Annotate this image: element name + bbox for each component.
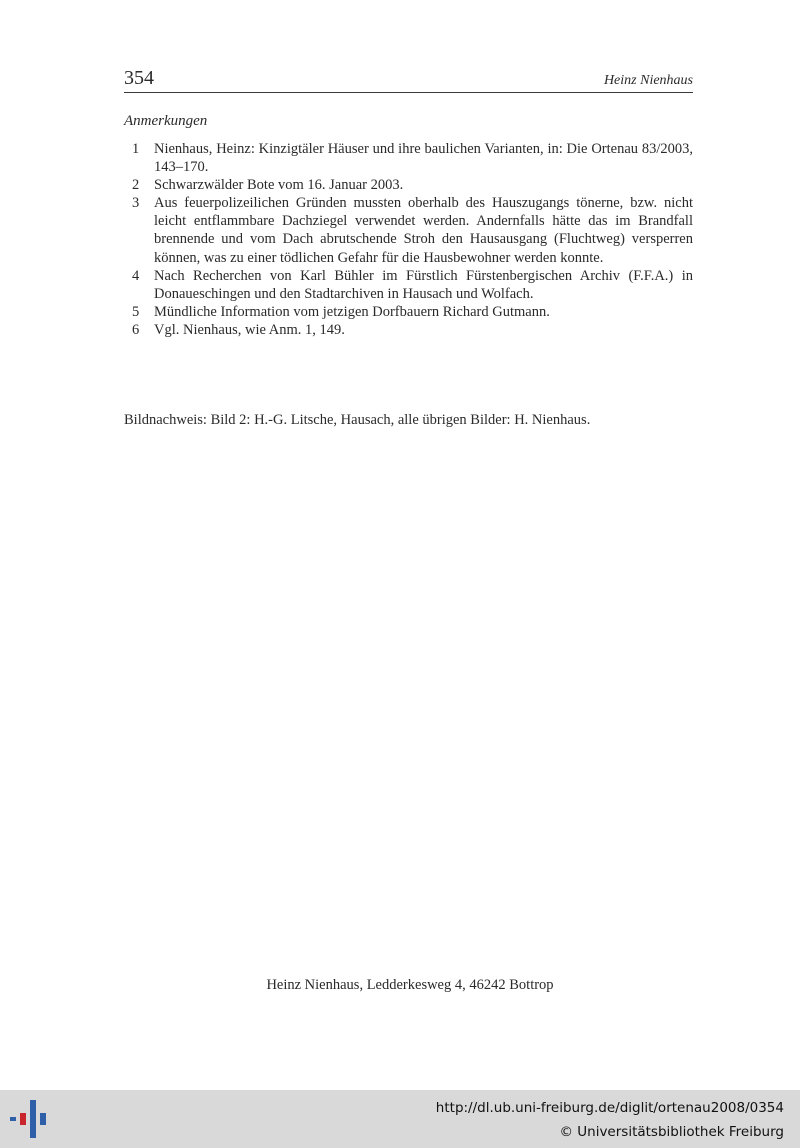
note-text: Nach Recherchen von Karl Bühler im Fürstlich Fürstenbergischen Archiv (F.F.A.) in Donaueschingen und den Stadtarchiven in Hausach und Wolfach.	[154, 267, 693, 302]
note-item	[124, 321, 693, 339]
note-text: Aus feuerpolizeilichen Gründen mussten oberhalb des Hauszugangs tönerne, bzw. nicht leicht entflammbare Dachziegel verwendet werden. Andernfalls hätte das im Brandfall brennende und vom Dach abrutschende Stroh den Hausausgang (Fluchtweg) versperren können, was zu einer tödlichen Gefahr für die Hausbewohner werden konnte.	[154, 195, 693, 266]
author-address: Heinz Nienhaus, Ledderkesweg 4, 46242 Bottrop	[266, 977, 554, 993]
note-item	[124, 267, 693, 303]
notes-list	[124, 140, 693, 339]
note-item	[124, 176, 693, 194]
note-number: 6	[132, 321, 140, 338]
note-number: 2	[132, 177, 140, 194]
running-head: Heinz Nienhaus	[603, 73, 693, 88]
note-number: 3	[132, 195, 140, 212]
note-number: 4	[132, 267, 140, 284]
note-text: Schwarzwälder Bote vom 16. Januar 2003.	[154, 177, 404, 194]
note-text: Vgl. Nienhaus, wie Anm. 1, 149.	[154, 321, 345, 338]
note-text: Mündliche Information vom jetzigen Dorfbauern Richard Gutmann.	[154, 303, 550, 320]
footer-copyright: © Universitätsbibliothek Freiburg	[559, 1124, 784, 1140]
note-item	[124, 140, 693, 176]
notes-heading: Anmerkungen	[124, 113, 208, 129]
note-number: 5	[132, 303, 140, 320]
library-logo-icon[interactable]	[10, 1098, 52, 1140]
page-number: 354	[124, 67, 154, 89]
note-number: 1	[132, 141, 140, 157]
note-item	[124, 194, 693, 266]
footer-url-link[interactable]: http://dl.ub.uni-freiburg.de/diglit/ortenau2008/0354	[435, 1100, 784, 1116]
note-item	[124, 303, 693, 321]
image-credits: Bildnachweis: Bild 2: H.-G. Litsche, Hausach, alle übrigen Bilder: H. Nienhaus.	[124, 412, 591, 428]
footer-bar	[0, 1090, 800, 1148]
note-text: Nienhaus, Heinz: Kinzigtäler Häuser und ihre baulichen Varianten, in: Die Ortenau 83/2003, 143–170.	[154, 141, 693, 176]
page-header	[124, 66, 693, 93]
